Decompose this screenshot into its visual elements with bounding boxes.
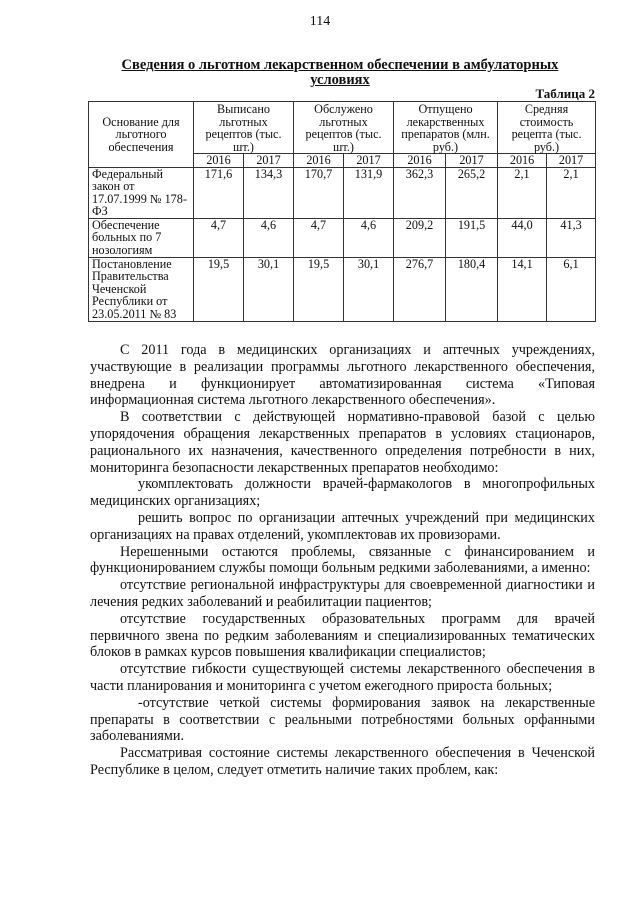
page-number: 114	[309, 14, 331, 29]
basis-cell: Обеспечение больных по 7 нозологиям	[89, 218, 194, 257]
average-cost-column-header: Средняя стоимость рецепта (тыс. руб.)	[498, 102, 596, 154]
year-header: 2016	[394, 154, 446, 168]
basis-column-header: Основание для льготного обеспечения	[89, 102, 194, 168]
value-cell: 170,7	[294, 167, 344, 218]
value-cell: 30,1	[244, 257, 294, 321]
benefits-table	[88, 101, 596, 322]
value-cell: 191,5	[446, 218, 498, 257]
value-cell: 2,1	[498, 167, 547, 218]
value-cell: 4,6	[344, 218, 394, 257]
value-cell: 41,3	[547, 218, 596, 257]
year-header: 2017	[244, 154, 294, 168]
value-cell: 19,5	[194, 257, 244, 321]
table-row	[89, 167, 596, 218]
list-paragraph: решить вопрос по организации аптечных учреждений при медицинских организациях на правах отделений, укомплектовав их провизорами.	[90, 509, 595, 543]
year-header: 2016	[294, 154, 344, 168]
year-header: 2017	[446, 154, 498, 168]
table-header-row	[89, 102, 596, 154]
value-cell: 171,6	[194, 167, 244, 218]
list-paragraph: отсутствие государственных образовательных программ для врачей первичного звена по редким заболеваниям и специализированных тематических блоков в рамках курсов повышения квалификации специалистов;	[90, 610, 595, 661]
value-cell: 2,1	[547, 167, 596, 218]
list-paragraph: -отсутствие четкой системы формирования заявок на лекарственные препараты в соответствии с реальными потребностями больных орфанными заболеваниями.	[90, 694, 595, 745]
table-row	[89, 218, 596, 257]
value-cell: 6,1	[547, 257, 596, 321]
body-text	[90, 342, 595, 779]
year-header: 2016	[194, 154, 244, 168]
basis-cell: Постановление Правительства Чеченской Республики от 23.05.2011 № 83	[89, 257, 194, 321]
table-row	[89, 257, 596, 321]
served-column-header: Обслужено льготных рецептов (тыс. шт.)	[294, 102, 394, 154]
paragraph: В соответствии с действующей нормативно-правовой базой с целью упорядочения обращения лекарственных препаратов в условиях стационаров, рационального их назначения, качественного определения потребности в них, мониторинга безопасности лекарственных препаратов необходимо:	[90, 409, 595, 476]
value-cell: 30,1	[344, 257, 394, 321]
prescribed-column-header: Выписано льготных рецептов (тыс. шт.)	[194, 102, 294, 154]
value-cell: 131,9	[344, 167, 394, 218]
value-cell: 4,7	[294, 218, 344, 257]
value-cell: 209,2	[394, 218, 446, 257]
year-header: 2017	[547, 154, 596, 168]
value-cell: 276,7	[394, 257, 446, 321]
basis-cell: Федеральный закон от 17.07.1999 № 178-ФЗ	[89, 167, 194, 218]
document-title: Сведения о льготном лекарственном обеспечении в амбулаторных условиях	[121, 57, 559, 88]
value-cell: 44,0	[498, 218, 547, 257]
value-cell: 265,2	[446, 167, 498, 218]
paragraph: Рассматривая состояние системы лекарственного обеспечения в Чеченской Республике в целом, следует отметить наличие таких проблем, как:	[90, 745, 595, 778]
dispensed-column-header: Отпущено лекарственных препаратов (млн. руб.)	[394, 102, 498, 154]
value-cell: 14,1	[498, 257, 547, 321]
list-paragraph: укомплектовать должности врачей-фармакологов в многопрофильных медицинских организациях;	[90, 476, 595, 510]
value-cell: 134,3	[244, 167, 294, 218]
table-label: Таблица 2	[535, 86, 595, 101]
year-header: 2016	[498, 154, 547, 168]
value-cell: 19,5	[294, 257, 344, 321]
value-cell: 4,7	[194, 218, 244, 257]
list-paragraph: отсутствие региональной инфраструктуры для своевременной диагностики и лечения редких заболеваний и реабилитации пациентов;	[90, 577, 595, 610]
paragraph: Нерешенными остаются проблемы, связанные с финансированием и функционированием службы помощи больным редкими заболеваниями, а именно:	[90, 543, 595, 577]
value-cell: 362,3	[394, 167, 446, 218]
year-header: 2017	[344, 154, 394, 168]
paragraph: С 2011 года в медицинских организациях и аптечных учреждениях, участвующие в реализации программы льготного лекарственного обеспечения, внедрена и функционирует автоматизированная система «Типовая информационная система льготного лекарственного обеспечения».	[90, 342, 595, 409]
value-cell: 4,6	[244, 218, 294, 257]
list-paragraph: отсутствие гибкости существующей системы лекарственного обеспечения в части планирования и мониторинга с учетом ежегодного прироста больных;	[90, 661, 595, 694]
value-cell: 180,4	[446, 257, 498, 321]
